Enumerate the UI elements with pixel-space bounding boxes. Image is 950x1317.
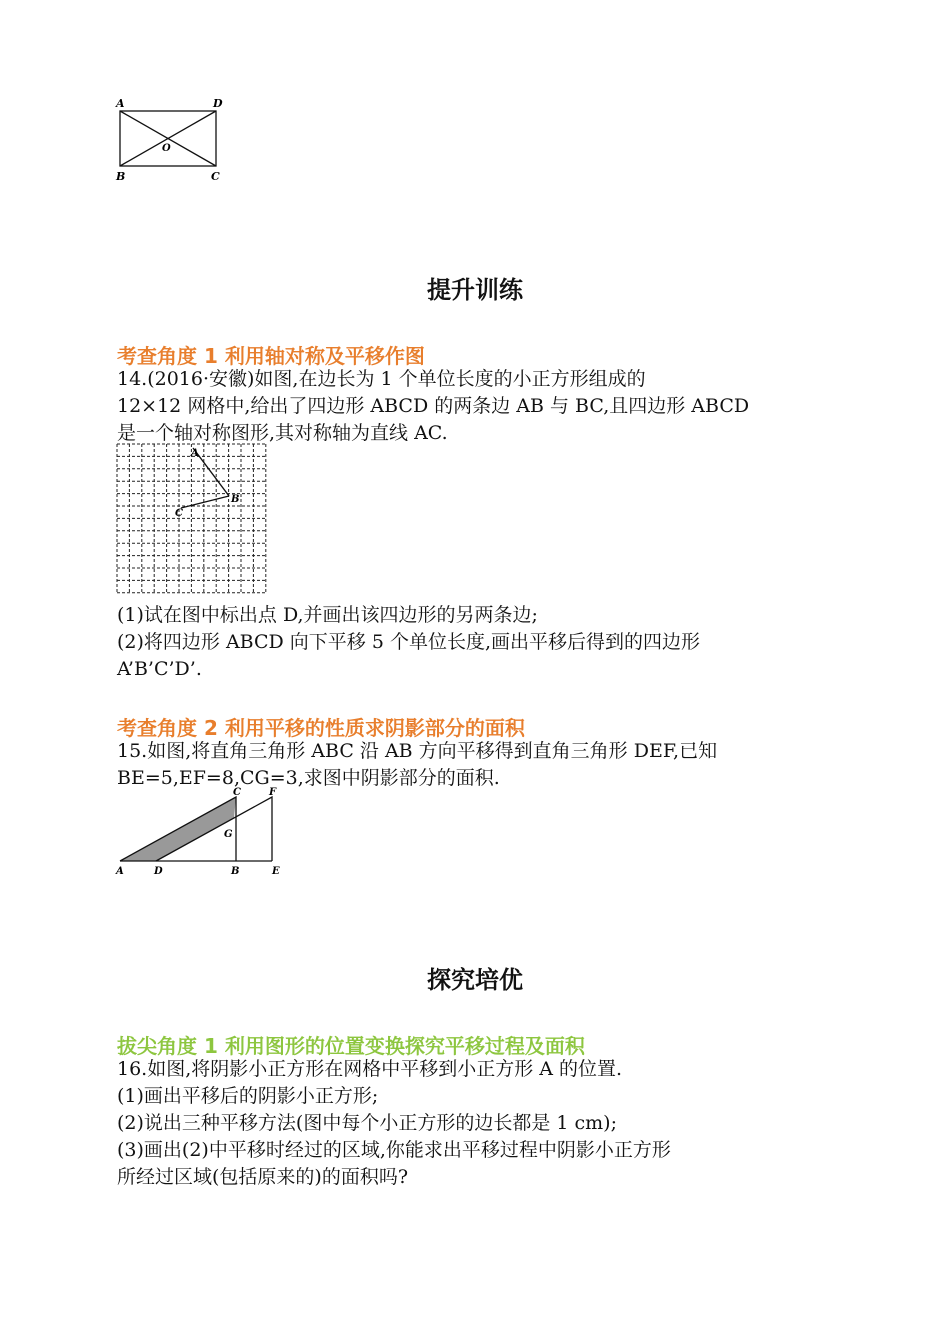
q16-part-3: (3)画出(2)中平移时经过的区域,你能求出平移过程中阴影小正方形 <box>117 1139 671 1161</box>
question-14-parts <box>117 602 837 683</box>
label-grid-C: C <box>175 508 183 519</box>
subheading-angle-1: 考查角度 1 利用轴对称及平移作图 <box>117 344 425 368</box>
label-A: A <box>116 97 125 110</box>
q14-line-3: 是一个轴对称图形,其对称轴为直线 AC. <box>117 422 448 444</box>
q16-line-1: 16.如图,将阴影小正方形在网格中平移到小正方形 A 的位置. <box>117 1058 623 1080</box>
label-B: B <box>116 170 126 183</box>
label-tri-A: A <box>116 866 124 877</box>
label-C: C <box>211 170 220 183</box>
subheading-angle-2: 考查角度 2 利用平移的性质求阴影部分的面积 <box>117 716 525 740</box>
grid-figure <box>115 442 270 598</box>
label-grid-B: B <box>231 494 240 505</box>
section-title-improve: 提升训练 <box>427 276 523 304</box>
section-title-explore: 探究培优 <box>427 966 523 994</box>
q15-line-1: 15.如图,将直角三角形 ABC 沿 AB 方向平移得到直角三角形 DEF,已知 <box>117 740 718 762</box>
label-tri-B: B <box>231 866 240 877</box>
q16-part-1: (1)画出平移后的阴影小正方形; <box>117 1085 379 1107</box>
label-grid-A: A <box>191 448 199 459</box>
rectangle-figure <box>110 95 230 185</box>
label-tri-D: D <box>154 866 163 877</box>
subheading-angle-3: 拔尖角度 1 利用图形的位置变换探究平移过程及面积 <box>117 1034 585 1058</box>
question-15 <box>117 738 837 792</box>
label-O: O <box>162 143 171 154</box>
label-tri-G: G <box>224 829 233 840</box>
q14-line-1: 14.(2016·安徽)如图,在边长为 1 个单位长度的小正方形组成的 <box>117 368 646 390</box>
label-D: D <box>213 97 223 110</box>
question-14 <box>117 366 837 447</box>
question-16 <box>117 1056 837 1191</box>
q14-part-2b: A’B’C’D’. <box>117 658 202 680</box>
q16-part-3b: 所经过区域(包括原来的)的面积吗? <box>117 1166 409 1188</box>
label-tri-F: F <box>269 787 277 798</box>
q15-line-2: BE=5,EF=8,CG=3,求图中阴影部分的面积. <box>117 767 500 789</box>
label-tri-E: E <box>272 866 280 877</box>
q14-part-2: (2)将四边形 ABCD 向下平移 5 个单位长度,画出平移后得到的四边形 <box>117 631 701 653</box>
label-tri-C: C <box>233 787 241 798</box>
triangle-figure <box>110 785 300 880</box>
q14-line-2: 12×12 网格中,给出了四边形 ABCD 的两条边 AB 与 BC,且四边形 ABCD <box>117 395 750 417</box>
q14-part-1: (1)试在图中标出点 D,并画出该四边形的另两条边; <box>117 604 538 626</box>
q16-part-2: (2)说出三种平移方法(图中每个小正方形的边长都是 1 cm); <box>117 1112 617 1134</box>
